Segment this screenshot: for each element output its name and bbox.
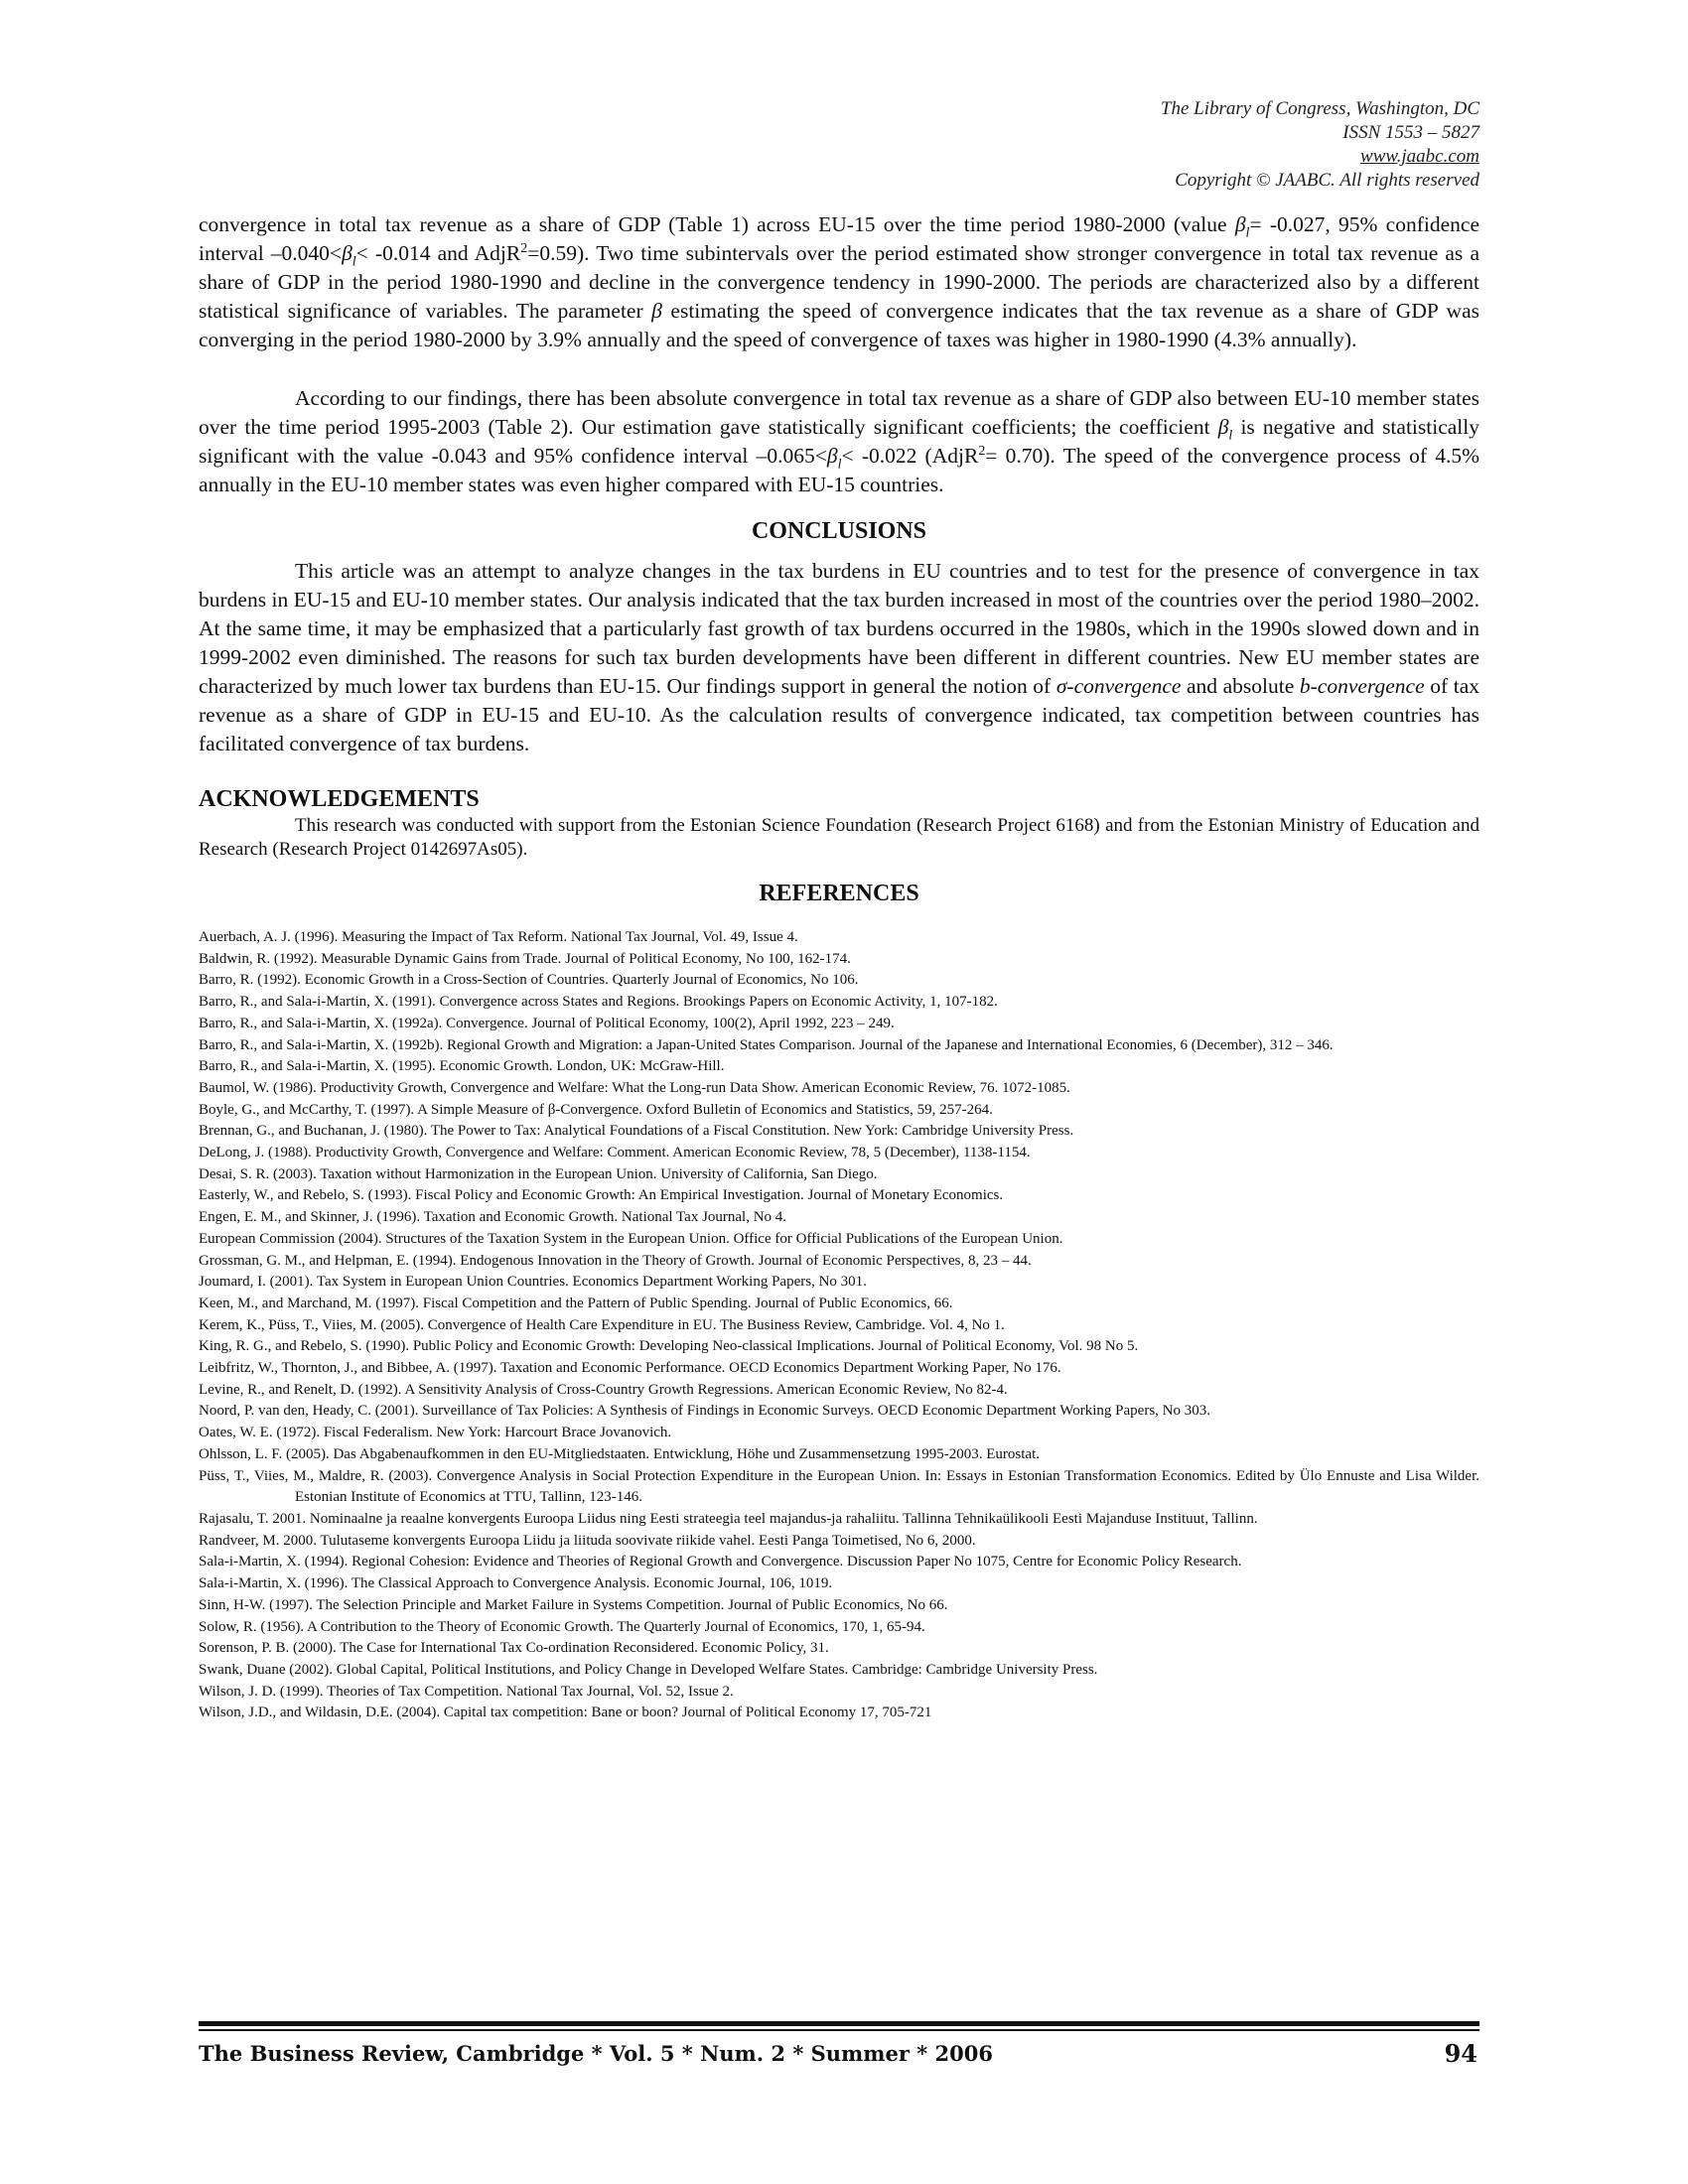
journal-header	[1161, 97, 1479, 193]
paragraph-eu10-convergence	[199, 384, 1479, 499]
subscript: l	[837, 457, 842, 473]
text-span: convergence in total tax revenue as a share of GDP (Table 1) across EU-15 over the time period 1980-2000 (value	[199, 212, 1235, 236]
footer-rule	[199, 2021, 1479, 2026]
page-number: 94	[1444, 2039, 1477, 2068]
reference-item: Auerbach, A. J. (1996). Measuring the Impact of Tax Reform. National Tax Journal, Vol. 49, Issue 4.	[199, 929, 798, 945]
reference-item: DeLong, J. (1988). Productivity Growth, Convergence and Welfare: Comment. American Economic Review, 78, 5 (December), 1138-1154.	[199, 1145, 1031, 1161]
acknowledgements-heading: ACKNOWLEDGEMENTS	[199, 786, 480, 812]
reference-item: Sala-i-Martin, X. (1996). The Classical Approach to Convergence Analysis. Economic Journal, 106, 1019.	[199, 1575, 833, 1592]
reference-item: Keen, M., and Marchand, M. (1997). Fiscal Competition and the Pattern of Public Spending. Journal of Public Economics, 66.	[199, 1295, 953, 1311]
superscript: 2	[978, 443, 986, 459]
paragraph-eu15-convergence	[199, 210, 1479, 354]
superscript: 2	[520, 240, 528, 256]
subscript: l	[1228, 428, 1233, 444]
beta-symbol: β	[1217, 415, 1229, 439]
reference-item: Sala-i-Martin, X. (1994). Regional Cohesion: Evidence and Theories of Regional Growth and Convergence. Discussion Paper No 1075, Centre for Economic Policy Research.	[199, 1554, 1242, 1570]
beta-symbol: β	[826, 444, 838, 468]
reference-item: Rajasalu, T. 2001. Nominaalne ja reaalne konvergents Euroopa Liidus ning Eesti strateegia teel majandus-ja rahaliitu. Tallinna Tehnikaülikooli Eesti Majanduse Instituut, Tallinn.	[199, 1510, 1258, 1527]
text-span: < -0.022 (AdjR	[841, 444, 979, 468]
reference-item: Sorenson, P. B. (2000). The Case for International Tax Co-ordination Reconsidered. Economic Policy, 31.	[199, 1640, 829, 1657]
paragraph-gap	[199, 354, 1479, 384]
reference-item: Barro, R., and Sala-i-Martin, X. (1991). Convergence across States and Regions. Brookings Papers on Economic Activity, 1, 107-182.	[199, 994, 998, 1011]
reference-item: European Commission (2004). Structures of the Taxation System in the European Union. Office for Official Publications of the European Union.	[199, 1230, 1063, 1247]
subscript: l	[1245, 225, 1250, 241]
reference-item: Wilson, J. D. (1999). Theories of Tax Competition. National Tax Journal, Vol. 52, Issue 2.	[199, 1683, 734, 1700]
text-span: This article was an attempt to analyze changes in the tax burdens in EU countries and to test for the presence of convergence in tax burdens in EU-15 and EU-10 member states. Our analysis indicated that the tax burden increased in most of the countries over the period 1980–2002. At the same time, it may be emphasized that a particularly fast growth of tax burdens occurred in the 1980s, which in the 1990s slowed down and in 1999-2002 even diminished. The reasons for such tax burden developments have been different in different countries. New EU member states are characterized by much lower tax burdens than EU-15. Our findings support in general the notion of	[199, 559, 1479, 698]
reference-item: Barro, R., and Sala-i-Martin, X. (1992a). Convergence. Journal of Political Economy, 100(2), April 1992, 223 – 249.	[199, 1015, 895, 1031]
text-span: According to our findings, there has been absolute convergence in total tax revenue as a share of GDP also between EU-10 member states over the time period 1995-2003 (Table 2). Our estimation gave statistically significant coefficients; the coefficient	[199, 386, 1479, 439]
reference-item: Baldwin, R. (1992). Measurable Dynamic Gains from Trade. Journal of Political Economy, No 100, 162-174.	[199, 950, 851, 967]
text-span: estimating the speed of convergence indicates that the tax revenue as a share of GDP was converging in the period 1980-2000 by 3.9% annually and the speed of convergence of taxes was higher in 1980-1990 (4.3% annually).	[199, 299, 1479, 351]
text-span: < -0.014 and AdjR	[355, 241, 521, 265]
reference-item: Brennan, G., and Buchanan, J. (1980). The Power to Tax: Analytical Foundations of a Fiscal Constitution. New York: Cambridge University Press.	[199, 1123, 1074, 1140]
subscript: l	[352, 254, 356, 270]
text-span: = -0.027, 95% confidence interval –0.040<	[199, 212, 1479, 265]
beta-symbol: β	[1234, 212, 1246, 236]
header-website-link[interactable]: www.jaabc.com	[1360, 146, 1479, 167]
reference-item: Ohlsson, L. F. (2005). Das Abgabenaufkommen in den EU-Mitgliedstaaten. Entwicklung, Höhe und Zusammensetzung 1995-2003. Eurostat.	[199, 1445, 1040, 1462]
reference-item: Engen, E. M., and Skinner, J. (1996). Taxation and Economic Growth. National Tax Journal, No 4.	[199, 1209, 787, 1226]
reference-item: Barro, R. (1992). Economic Growth in a Cross-Section of Countries. Quarterly Journal of Economics, No 106.	[199, 972, 859, 989]
section-gap	[199, 758, 1479, 784]
conclusions-paragraph	[199, 557, 1479, 758]
reference-item: Noord, P. van den, Heady, C. (2001). Surveillance of Tax Policies: A Synthesis of Findings in Economic Surveys. OECD Economic Department Working Papers, No 303.	[199, 1403, 1211, 1420]
reference-item: Grossman, G. M., and Helpman, E. (1994). Endogenous Innovation in the Theory of Growth. Journal of Economic Perspectives, 8, 23 – 44.	[199, 1252, 1032, 1269]
references-heading: REFERENCES	[759, 881, 919, 906]
sigma-convergence-term: σ-convergence	[1055, 674, 1182, 698]
reference-item: Joumard, I. (2001). Tax System in European Union Countries. Economics Department Working Papers, No 301.	[199, 1274, 867, 1291]
header-copyright-line: Copyright © JAABC. All rights reserved	[1175, 170, 1479, 191]
reference-item: Sinn, H-W. (1997). The Selection Principle and Market Failure in Systems Competition. Journal of Public Economics, No 66.	[199, 1596, 948, 1613]
section-gap	[199, 547, 1479, 557]
section-gap	[199, 862, 1479, 878]
acknowledgements-text: This research was conducted with support from the Estonian Science Foundation (Research Project 6168) and from the Estonian Ministry of Education and Research (Research Project 0142697As05).	[199, 815, 1479, 860]
beta-symbol: β	[342, 241, 352, 265]
reference-item: Wilson, J.D., and Wildasin, D.E. (2004). Capital tax competition: Bane or boon? Journal of Political Economy 17, 705-721	[199, 1705, 932, 1721]
footer-journal-info: The Business Review, Cambridge * Vol. 5 * Num. 2 * Summer * 2006	[199, 2041, 993, 2066]
header-library-line: The Library of Congress, Washington, DC	[1160, 98, 1479, 119]
reference-item: Barro, R., and Sala-i-Martin, X. (1992b). Regional Growth and Migration: a Japan-United States Comparison. Journal of the Japanese and International Economies, 6 (December), 312 – 346.	[199, 1036, 1334, 1053]
section-gap	[199, 499, 1479, 515]
reference-item: Levine, R., and Renelt, D. (1992). A Sensitivity Analysis of Cross-Country Growth Regressions. American Economic Review, No 82-4.	[199, 1381, 1008, 1398]
reference-item: Boyle, G., and McCarthy, T. (1997). A Simple Measure of β-Convergence. Oxford Bulletin of Economics and Statistics, 59, 257-264.	[199, 1101, 993, 1118]
conclusions-heading: CONCLUSIONS	[751, 518, 927, 544]
text-span: and absolute	[1181, 674, 1300, 698]
text-span: = 0.70). The speed of the convergence process of 4.5% annually in the EU-10 member states was even higher compared with EU-15 countries.	[199, 444, 1480, 496]
reference-item: Kerem, K., Püss, T., Viies, M. (2005). Convergence of Health Care Expenditure in EU. The Business Review, Cambridge. Vol. 4, No 1.	[199, 1316, 1005, 1333]
text-span: =0.59). Two time subintervals over the period estimated show stronger convergence in total tax revenue as a share of GDP in the period 1980-1990 and decline in the convergence tendency in 1990-2000. The periods are characterized also by a different statistical significance of variables. The parameter	[199, 241, 1479, 323]
article-body	[199, 210, 1479, 1724]
reference-item: Swank, Duane (2002). Global Capital, Political Institutions, and Policy Change in Developed Welfare States. Cambridge: Cambridge University Press.	[199, 1661, 1098, 1678]
footer-rule-thin	[199, 2029, 1479, 2031]
reference-item: Solow, R. (1956). A Contribution to the Theory of Economic Growth. The Quarterly Journal of Economics, 170, 1, 65-94.	[199, 1618, 925, 1635]
beta-symbol: β	[651, 299, 662, 323]
reference-list	[199, 927, 1479, 1724]
reference-item: Oates, W. E. (1972). Fiscal Federalism. New York: Harcourt Brace Jovanovich.	[199, 1425, 672, 1441]
reference-item: Püss, T., Viies, M., Maldre, R. (2003). Convergence Analysis in Social Protection Expenditure in the European Union. In: Essays in Estonian Transformation Economics. Edited by Ülo Ennuste and Lisa Wilder. Estonian Institute of Economics at TTU, Tallinn, 123-146.	[199, 1467, 1479, 1506]
reference-item: Barro, R., and Sala-i-Martin, X. (1995). Economic Growth. London, UK: McGraw-Hill.	[199, 1058, 725, 1075]
reference-item: Leibfritz, W., Thornton, J., and Bibbee, A. (1997). Taxation and Economic Performance. OECD Economics Department Working Paper, No 176.	[199, 1360, 1061, 1377]
reference-item: Desai, S. R. (2003). Taxation without Harmonization in the European Union. University of California, San Diego.	[199, 1165, 878, 1182]
reference-item: Baumol, W. (1986). Productivity Growth, Convergence and Welfare: What the Long-run Data Show. American Economic Review, 76. 1072-1085.	[199, 1079, 1070, 1096]
text-span: of tax revenue as a share of GDP in EU-15 and EU-10. As the calculation results of convergence indicated, tax competition between countries has facilitated convergence of tax burdens.	[199, 674, 1479, 755]
reference-item: Randveer, M. 2000. Tulutaseme konvergents Euroopa Liidu ja liituda soovivate riikide vahel. Eesti Panga Toimetised, No 6, 2000.	[199, 1532, 976, 1549]
header-issn-line: ISSN 1553 – 5827	[1342, 122, 1479, 143]
b-convergence-term: b-convergence	[1299, 674, 1425, 698]
text-span: is negative and statistically significant with the value -0.043 and 95% confidence interval –0.065<	[199, 415, 1479, 468]
reference-item: Easterly, W., and Rebelo, S. (1993). Fiscal Policy and Economic Growth: An Empirical Investigation. Journal of Monetary Economics.	[199, 1187, 1004, 1204]
reference-item: King, R. G., and Rebelo, S. (1990). Public Policy and Economic Growth: Developing Neo-classical Implications. Journal of Political Economy, Vol. 98 No 5.	[199, 1338, 1139, 1355]
